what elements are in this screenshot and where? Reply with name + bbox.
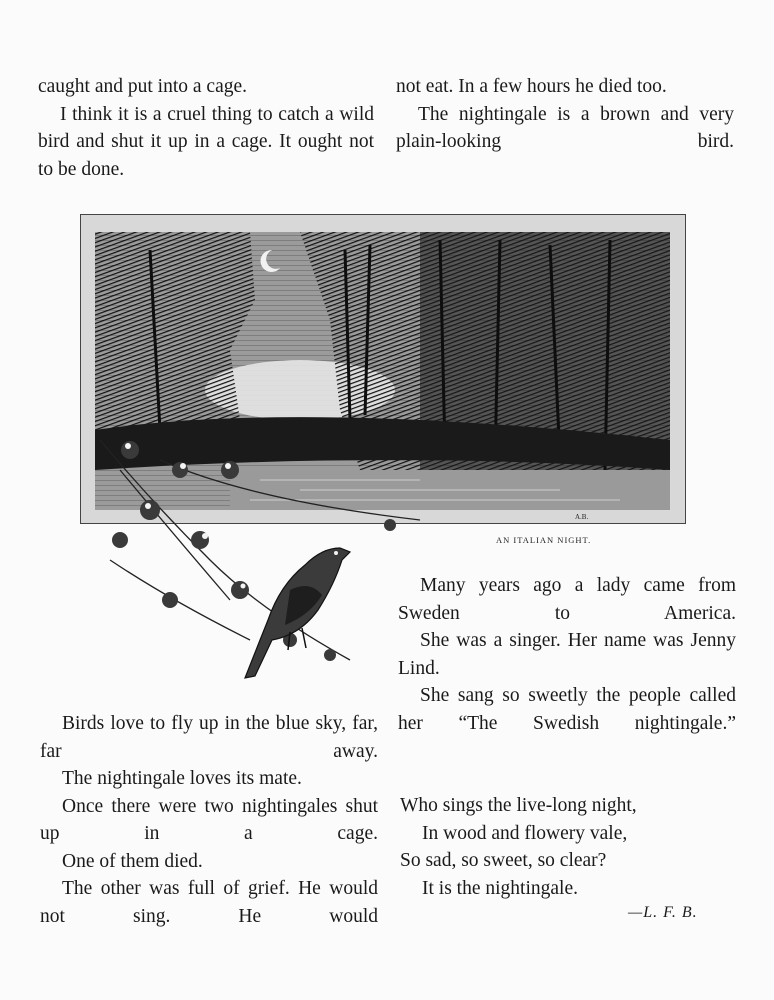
poem-line: So sad, so sweet, so clear? [400, 850, 607, 871]
poem-line: Who sings the live-long night, [400, 795, 637, 816]
poem-line: It is the nightingale. [422, 877, 578, 899]
paragraph: not eat. In a few hours he died too. [396, 76, 667, 97]
author-signature: —L. F. B. [628, 904, 698, 921]
text-column-bottom-left [40, 710, 378, 930]
poem [400, 792, 637, 902]
paragraph: I think it is a cruel thing to catch a wild bird and shut it up in a cage. It ought not to be done. [38, 103, 374, 180]
paragraph: One of them died. [62, 850, 203, 872]
paragraph: The nightingale is a brown and very plain-looking bird. [396, 103, 734, 152]
paragraph: The nightingale loves its mate. [62, 768, 302, 789]
text-column-bottom-right [398, 572, 736, 737]
poem-line: In wood and flowery vale, [422, 822, 628, 844]
paragraph: caught and put into a cage. [38, 76, 248, 97]
paragraph: The other was full of grief. He would not sing. He would [40, 878, 378, 927]
paragraph: She sang so sweetly the people called her “The Swedish nightingale.” [398, 685, 736, 734]
paragraph: She was a singer. Her name was Jenny Lind. [398, 630, 736, 679]
engraver-mark: A.B. [575, 513, 589, 521]
trees-left [95, 232, 255, 440]
paragraph: Many years ago a lady came from Sweden to America. [398, 575, 736, 624]
illustration-caption: AN ITALIAN NIGHT. [496, 535, 592, 545]
paragraph: Birds love to fly up in the blue sky, far, far away. [40, 713, 378, 762]
paragraph: Once there were two nightingales shut up in a cage. [40, 795, 378, 844]
